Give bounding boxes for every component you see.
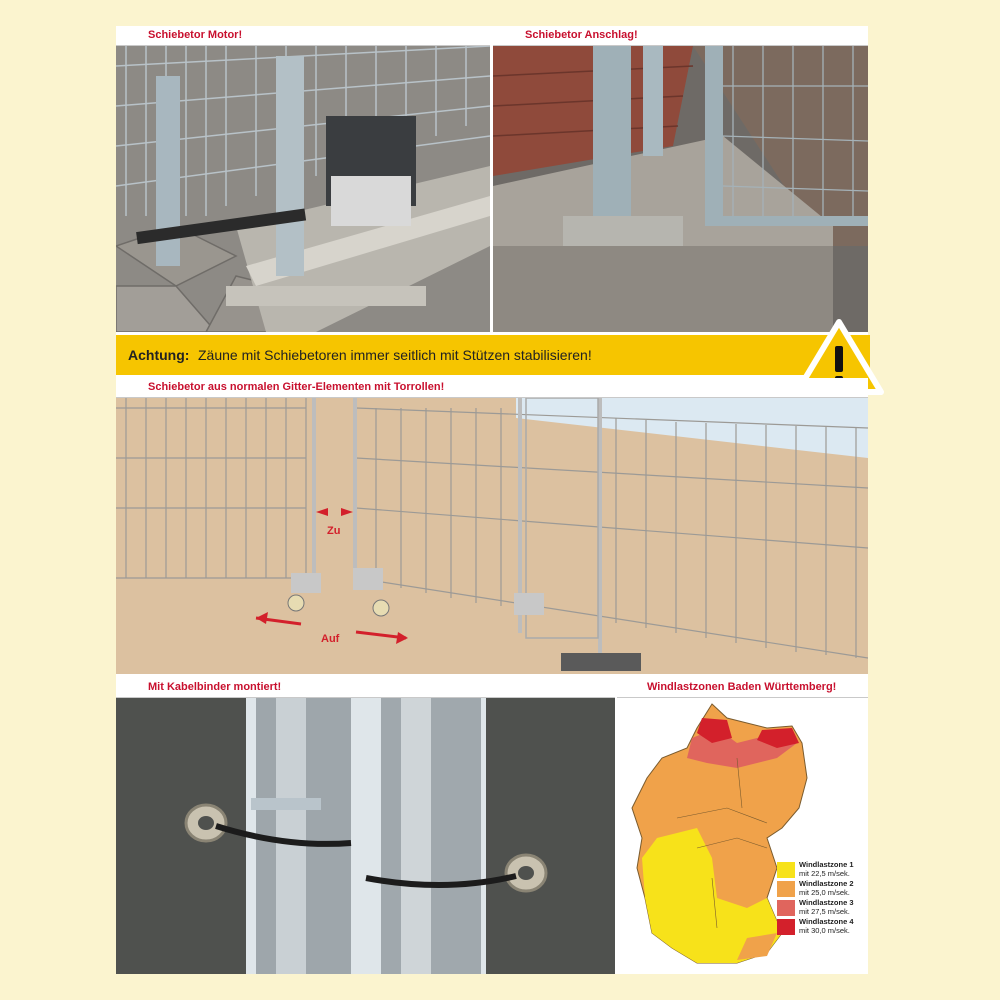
legend-swatch bbox=[777, 862, 795, 878]
legend-speed: mit 27,5 m/sek. bbox=[799, 906, 850, 916]
panel-motor bbox=[116, 26, 490, 332]
photo-cable-ties bbox=[116, 698, 615, 974]
open-label: Auf bbox=[321, 633, 340, 645]
panel-title: Schiebetor aus normalen Gitter-Elementen mit Torrollen! bbox=[148, 381, 445, 393]
close-label: Zu bbox=[327, 525, 341, 537]
legend-zone: Windlastzone 4 bbox=[799, 917, 854, 926]
legend-swatch bbox=[777, 900, 795, 916]
panel-title: Mit Kabelbinder montiert! bbox=[148, 681, 282, 693]
panel-gitter bbox=[116, 378, 868, 674]
panel-title: Schiebetor Motor! bbox=[148, 29, 243, 41]
legend-item bbox=[775, 861, 865, 880]
photo-gate-stop bbox=[493, 46, 868, 332]
panel-title: Windlastzonen Baden Württemberg! bbox=[647, 681, 837, 693]
diagram-sliding-gate bbox=[116, 398, 868, 674]
legend-swatch bbox=[777, 919, 795, 935]
warning-label: Achtung: bbox=[128, 347, 190, 363]
warning-bar bbox=[116, 335, 870, 375]
legend-speed: mit 25,0 m/sek. bbox=[799, 887, 850, 897]
photo-gate-motor bbox=[116, 46, 490, 332]
panel-kabelbinder bbox=[116, 678, 615, 974]
legend-item bbox=[775, 918, 865, 937]
map-legend bbox=[775, 861, 865, 937]
legend-item bbox=[775, 880, 865, 899]
panel-title: Schiebetor Anschlag! bbox=[525, 29, 638, 41]
legend-zone: Windlastzone 3 bbox=[799, 898, 854, 907]
panel-anschlag bbox=[493, 26, 868, 332]
legend-speed: mit 30,0 m/sek. bbox=[799, 925, 850, 935]
legend-speed: mit 22,5 m/sek. bbox=[799, 868, 850, 878]
legend-zone: Windlastzone 2 bbox=[799, 879, 854, 888]
warning-text: Zäune mit Schiebetoren immer seitlich mit Stützen stabilisieren! bbox=[198, 347, 592, 363]
legend-swatch bbox=[777, 881, 795, 897]
legend-item bbox=[775, 899, 865, 918]
legend-zone: Windlastzone 1 bbox=[799, 860, 854, 869]
